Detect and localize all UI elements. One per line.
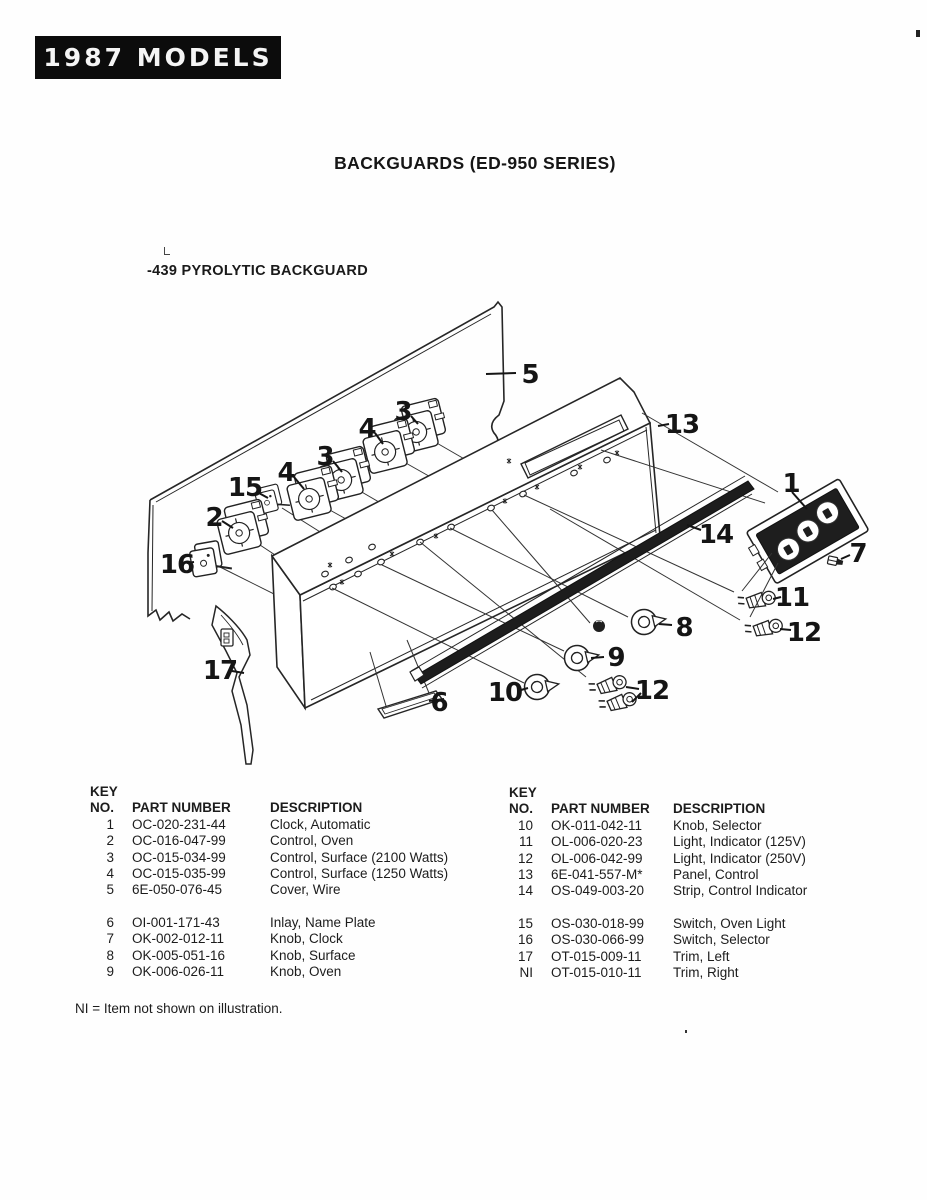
- callout-10: 10: [487, 678, 523, 708]
- trim-clip: [221, 629, 233, 646]
- page-title: BACKGUARDS (ED-950 SERIES): [334, 153, 616, 173]
- callout-7: 7: [849, 539, 867, 569]
- model-year-badge: [35, 36, 281, 79]
- callout-3: 3: [316, 442, 334, 472]
- part-7-knob-clock: [827, 556, 843, 567]
- table-row: 11 OL-006-020-23 Light, Indicator (125V): [518, 834, 806, 850]
- callout-8: 8: [675, 613, 693, 643]
- callout-12: 12: [786, 618, 822, 648]
- scan-artifact-mark: [164, 247, 170, 255]
- table-row: 5 6E-050-076-45 Cover, Wire: [106, 882, 341, 898]
- model-year-badge-label: 1987 MODELS: [43, 43, 273, 72]
- callout-13: 13: [664, 410, 700, 440]
- table-row: 6 OI-001-171-43 Inlay, Name Plate: [106, 914, 376, 930]
- callout-4b: 4: [358, 414, 376, 444]
- key-heading: KEY: [90, 784, 118, 799]
- table-row: 3 OC-015-034-99 Control, Surface (2100 Watts): [106, 849, 449, 865]
- parts-key-table-right: [509, 785, 909, 981]
- callout-12b: 12: [634, 676, 670, 706]
- callout-11: 11: [774, 583, 810, 613]
- table-row: 9 OK-006-026-11 Knob, Oven: [106, 964, 342, 980]
- table-row: 10 OK-011-042-11 Knob, Selector: [517, 817, 762, 833]
- parts-key-table-left: [90, 784, 490, 980]
- scan-artifact-speck: [916, 30, 920, 37]
- part-1-clock-automatic: [741, 479, 869, 587]
- callout-2: 2: [205, 503, 223, 533]
- callout-17: 17: [202, 656, 238, 686]
- table-row: 12 OL-006-042-99 Light, Indicator (250V): [517, 850, 806, 866]
- knob-shaft-cap: [593, 620, 605, 632]
- callout-5: 5: [521, 360, 539, 390]
- callout-16: 16: [159, 550, 195, 580]
- callout-9: 9: [607, 643, 625, 673]
- footnote: NI = Item not shown on illustration.: [75, 1001, 283, 1016]
- part-12-indicator-light-pair: [588, 673, 638, 716]
- exploded-parts-diagram: [120, 295, 890, 765]
- key-header-row: NO. PART NUMBER DESCRIPTION: [90, 800, 363, 816]
- part-11-indicator-light-125v: [737, 588, 777, 612]
- scan-artifact-dot: [685, 1030, 687, 1033]
- table-row: 13 6E-041-557-M* Panel, Control: [517, 867, 759, 883]
- table-row: 14 OS-049-003-20 Strip, Control Indicator: [517, 883, 808, 899]
- key-heading: KEY: [509, 785, 537, 800]
- part-8-knob-surface: [630, 607, 668, 637]
- part-13-control-panel: [272, 378, 660, 708]
- callout-15: 15: [227, 473, 263, 503]
- table-row: 8 OK-005-051-16 Knob, Surface: [106, 947, 356, 963]
- table-row: NI OT-015-010-11 Trim, Right: [519, 965, 739, 981]
- callout-4: 4: [277, 458, 295, 488]
- table-row: 4 OC-015-035-99 Control, Surface (1250 Watts): [106, 866, 449, 882]
- part-12-indicator-light-250v: [744, 616, 784, 640]
- callout-14: 14: [698, 520, 734, 550]
- table-row: 15 OS-030-018-99 Switch, Oven Light: [517, 915, 786, 931]
- table-row: 7 OK-002-012-11 Knob, Clock: [106, 931, 343, 947]
- callout-1: 1: [782, 469, 800, 499]
- table-row: 16 OS-030-066-99 Switch, Selector: [517, 932, 770, 948]
- part-10-knob-selector: [523, 672, 561, 702]
- table-row: 17 OT-015-009-11 Trim, Left: [517, 948, 730, 964]
- key-header-row: NO. PART NUMBER DESCRIPTION: [509, 801, 766, 817]
- table-row: 1 OC-020-231-44 Clock, Automatic: [106, 816, 371, 832]
- callout-6: 6: [430, 688, 448, 718]
- callout-3b: 3: [394, 397, 412, 427]
- table-row: 2 OC-016-047-99 Control, Oven: [106, 833, 354, 849]
- figure-subtitle: -439 PYROLYTIC BACKGUARD: [147, 263, 368, 279]
